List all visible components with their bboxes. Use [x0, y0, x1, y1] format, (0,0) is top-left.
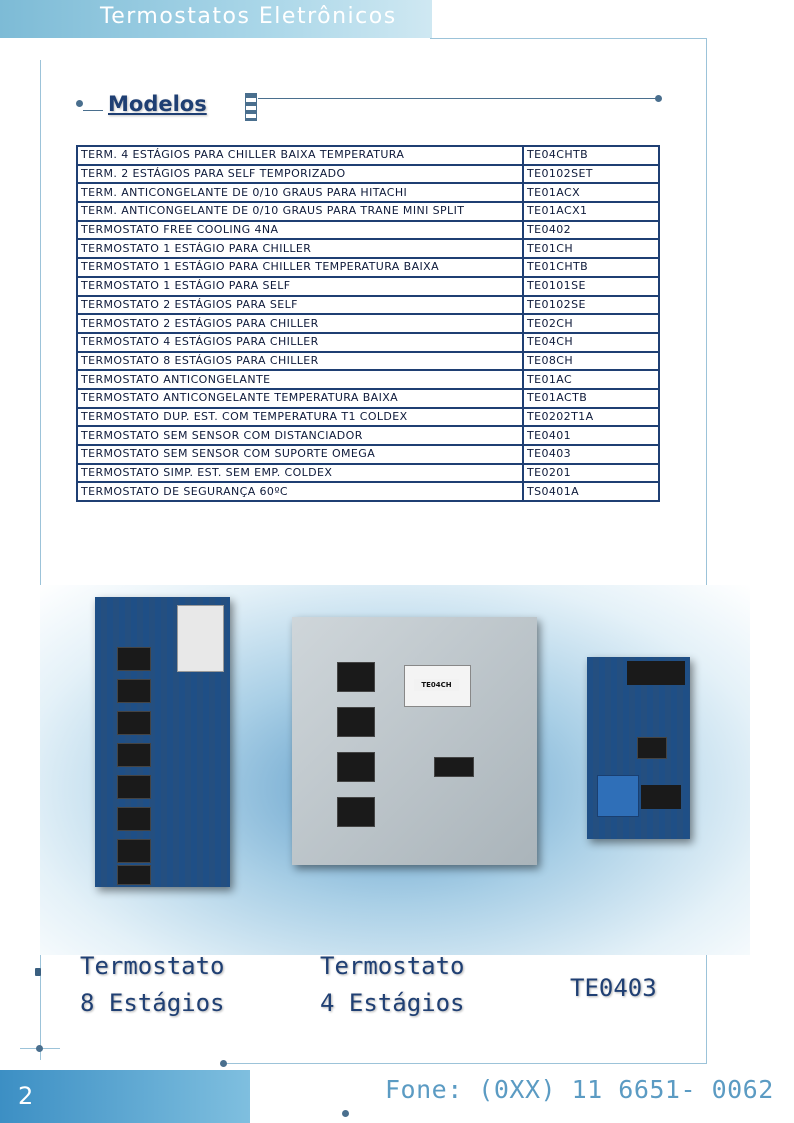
relay-image — [117, 839, 151, 863]
caption-line: Termostato — [80, 952, 225, 980]
model-code: TE0202T1A — [523, 408, 659, 427]
terminal-block-image — [641, 785, 681, 809]
model-code: TE0102SET — [523, 165, 659, 184]
relay-image — [337, 797, 375, 827]
model-description: TERM. 2 ESTÁGIOS PARA SELF TEMPORIZADO — [77, 165, 523, 184]
model-description: TERMOSTATO 1 ESTÁGIO PARA CHILLER TEMPERATURA BAIXA — [77, 258, 523, 277]
relay-image — [117, 775, 151, 799]
model-description: TERMOSTATO DE SEGURANÇA 60ºC — [77, 482, 523, 501]
table-row — [77, 183, 659, 202]
caption-line: 4 Estágios — [320, 989, 465, 1017]
table-row — [77, 389, 659, 408]
table-row — [77, 314, 659, 333]
table-row — [77, 165, 659, 184]
bullet-dot — [76, 100, 83, 107]
model-code: TE0401 — [523, 426, 659, 445]
table-row — [77, 239, 659, 258]
model-code: TE0201 — [523, 464, 659, 483]
table-row — [77, 370, 659, 389]
page-title: Termostatos Eletrônicos — [100, 4, 397, 29]
table-row — [77, 408, 659, 427]
model-description: TERMOSTATO ANTICONGELANTE — [77, 370, 523, 389]
models-table — [76, 145, 660, 502]
table-row — [77, 464, 659, 483]
terminal-block-image — [627, 661, 685, 685]
caption-4-stages — [320, 948, 465, 1022]
model-code: TS0401A — [523, 482, 659, 501]
model-description: TERMOSTATO SIMP. EST. SEM EMP. COLDEX — [77, 464, 523, 483]
frame-line-bottom — [225, 1063, 707, 1064]
table-row — [77, 352, 659, 371]
relay-image — [117, 711, 151, 735]
product-photo — [40, 585, 750, 955]
model-description: TERMOSTATO DUP. EST. COM TEMPERATURA T1 COLDEX — [77, 408, 523, 427]
board-te0403-image — [587, 657, 690, 839]
caption-line: Termostato — [320, 952, 465, 980]
table-row — [77, 426, 659, 445]
relay-image — [117, 647, 151, 671]
page-number: 2 — [18, 1082, 34, 1110]
model-code: TE01ACTB — [523, 389, 659, 408]
table-row — [77, 258, 659, 277]
chip-image — [434, 757, 474, 777]
model-code: TE04CH — [523, 333, 659, 352]
caption-te0403 — [570, 970, 657, 1007]
model-description: TERMOSTATO FREE COOLING 4NA — [77, 221, 523, 240]
title-underline-trace — [83, 110, 103, 111]
transformer-image — [177, 605, 224, 672]
relay-image — [337, 752, 375, 782]
model-description: TERMOSTATO 1 ESTÁGIO PARA CHILLER — [77, 239, 523, 258]
circuit-node — [220, 1060, 227, 1067]
table-row — [77, 221, 659, 240]
table-row — [77, 202, 659, 221]
circuit-node — [35, 968, 41, 976]
title-trace-line — [258, 98, 658, 99]
footer-bar — [0, 1070, 250, 1123]
model-description: TERMOSTATO 1 ESTÁGIO PARA SELF — [77, 277, 523, 296]
model-description: TERMOSTATO SEM SENSOR COM DISTANCIADOR — [77, 426, 523, 445]
table-row — [77, 333, 659, 352]
relay-image — [117, 743, 151, 767]
board-8-stages-image — [95, 597, 230, 887]
model-code: TE01ACX1 — [523, 202, 659, 221]
model-code: TE0403 — [523, 445, 659, 464]
circuit-node — [36, 1045, 43, 1052]
model-code: TE0101SE — [523, 277, 659, 296]
model-code: TE08CH — [523, 352, 659, 371]
table-row — [77, 445, 659, 464]
chip-image — [637, 737, 667, 759]
caption-line: 8 Estágios — [80, 989, 225, 1017]
caption-line: TE0403 — [570, 974, 657, 1002]
table-row — [77, 482, 659, 501]
model-code: TE01CHTB — [523, 258, 659, 277]
relay-image — [337, 707, 375, 737]
circuit-node — [655, 95, 662, 102]
model-description: TERM. ANTICONGELANTE DE 0/10 GRAUS PARA TRANE MINI SPLIT — [77, 202, 523, 221]
table-row — [77, 296, 659, 315]
caption-8-stages — [80, 948, 225, 1022]
table-row — [77, 277, 659, 296]
model-code: TE04CHTB — [523, 146, 659, 165]
model-code: TE02CH — [523, 314, 659, 333]
connector-icon — [245, 93, 257, 121]
relay-image — [337, 662, 375, 692]
relay-image — [117, 865, 151, 885]
phone-number: Fone: (0XX) 11 6651- 0062 — [385, 1075, 774, 1104]
model-description: TERM. 4 ESTÁGIOS PARA CHILLER BAIXA TEMPERATURA — [77, 146, 523, 165]
model-code: TE0402 — [523, 221, 659, 240]
relay-image — [117, 679, 151, 703]
section-title: Modelos — [108, 92, 207, 116]
model-description: TERMOSTATO ANTICONGELANTE TEMPERATURA BAIXA — [77, 389, 523, 408]
relay-image — [597, 775, 639, 817]
relay-image — [117, 807, 151, 831]
table-row — [77, 146, 659, 165]
model-description: TERM. ANTICONGELANTE DE 0/10 GRAUS PARA HITACHI — [77, 183, 523, 202]
model-description: TERMOSTATO 8 ESTÁGIOS PARA CHILLER — [77, 352, 523, 371]
board-4-stages-image — [292, 617, 537, 865]
model-code: TE0102SE — [523, 296, 659, 315]
model-code: TE01CH — [523, 239, 659, 258]
frame-line-top — [430, 38, 707, 39]
circuit-node — [342, 1110, 349, 1117]
model-code: TE01ACX — [523, 183, 659, 202]
model-description: TERMOSTATO 2 ESTÁGIOS PARA SELF — [77, 296, 523, 315]
model-description: TERMOSTATO SEM SENSOR COM SUPORTE OMEGA — [77, 445, 523, 464]
model-description: TERMOSTATO 4 ESTÁGIOS PARA CHILLER — [77, 333, 523, 352]
board-label: TE04CH — [414, 679, 459, 691]
model-description: TERMOSTATO 2 ESTÁGIOS PARA CHILLER — [77, 314, 523, 333]
model-code: TE01AC — [523, 370, 659, 389]
